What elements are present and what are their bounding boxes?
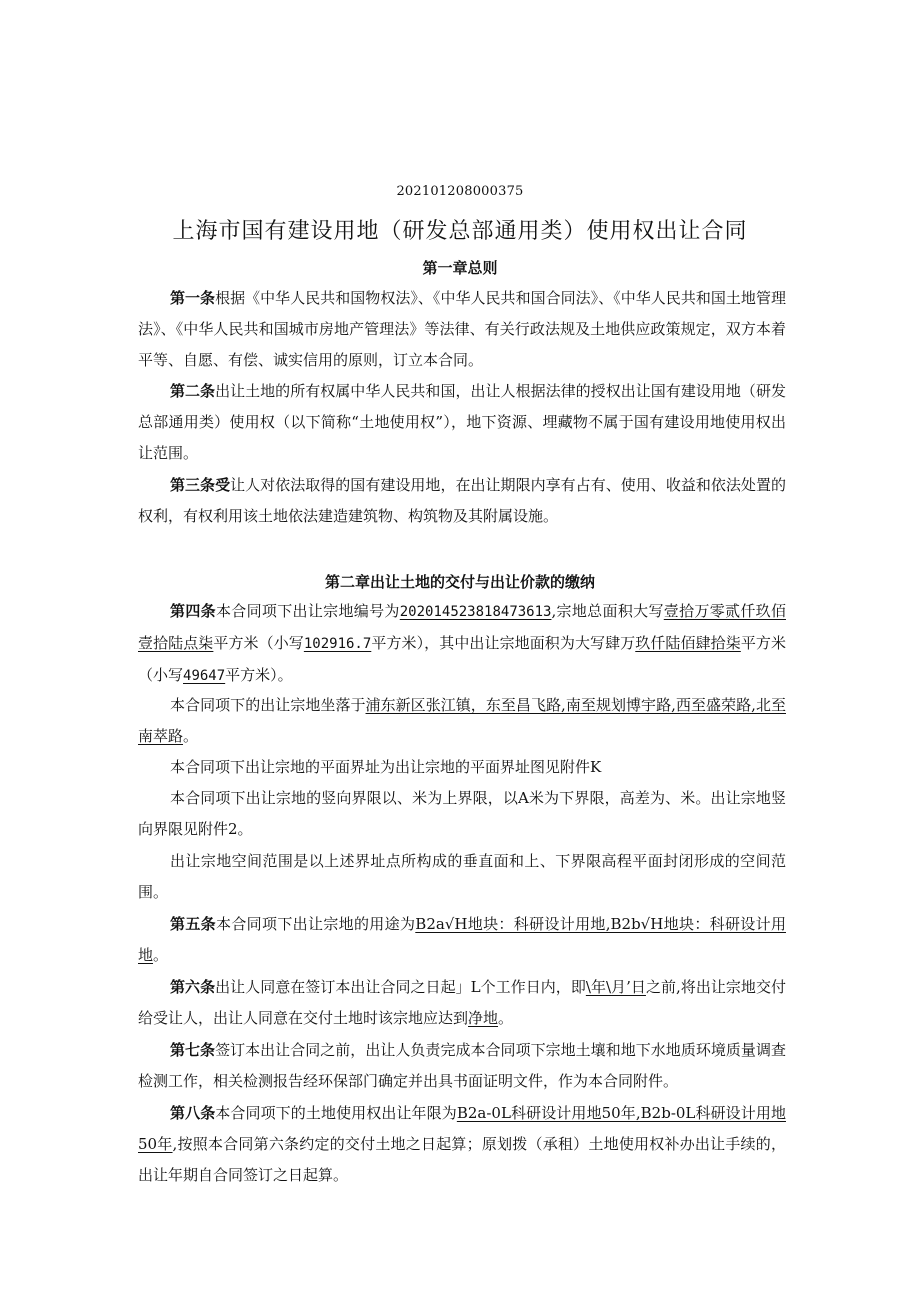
article-5-text-2: 。	[153, 946, 169, 964]
article-2-label: 第二条	[170, 382, 216, 400]
article-4-text-3: 平方米（小写	[213, 634, 304, 652]
article-6	[138, 972, 786, 1034]
article-6-text-2: 之前,将出让宗地交付给受让人，出让人同意在交付土地时该宗地应达到	[138, 978, 786, 1027]
article-4-text-5: 平方米（小写	[138, 634, 786, 684]
article-2-text: 出让土地的所有权属中华人民共和国，出让人根据法律的授权出让国有建设用地（研发总部通用类）使用权（以下简称“土地使用权”），地下资源、埋藏物不属于国有建设用地使用权出让范围。	[138, 382, 786, 462]
document-number: 202101208000375	[396, 184, 524, 199]
boundary-paragraph: 本合同项下出让宗地的平面界址为出让宗地的平面界址图见附件K	[170, 758, 602, 776]
article-4-text-2: ,宗地总面积大写	[551, 602, 664, 620]
space-range-paragraph: 出让宗地空间范围是以上述界址点所构成的垂直面和上、下界限高程平面封闭形成的空间范围。	[138, 852, 786, 901]
article-8-text-1: 本合同项下的土地使用权出让年限为	[215, 1104, 457, 1122]
article-2	[138, 376, 786, 469]
contract-title: 上海市国有建设用地（研发总部通用类）使用权出让合同	[172, 219, 748, 244]
chapter-1-heading: 第一章总则	[422, 259, 498, 277]
chapter-2-heading: 第二章出让土地的交付与出让价款的缴纳	[324, 573, 595, 591]
location-text-2: 。	[183, 727, 199, 745]
article-1-text: 根据《中华人民共和国物权法》、《中华人民共和国合同法》、《中华人民共和国土地管理法》、《中华人民共和国城市房地产管理法》等法律、有关行政法规及土地供应政策规定，双方本着平等、自愿、有偿、诚实信用的原则，订立本合同。	[138, 289, 786, 369]
parcel-location: 浦东新区张江镇，东至昌飞路,南至规划博宇路,西至盛荣路,北至南萃路	[138, 696, 786, 745]
location-text-1: 本合同项下的出让宗地坐落于	[170, 696, 366, 714]
article-4	[138, 596, 786, 692]
land-use: B2a√H地块：科研设计用地,B2b√H地块：科研设计用地	[138, 915, 786, 964]
grant-term: B2a-0L科研设计用地50年,B2b-0L科研设计用地50年	[138, 1104, 786, 1153]
parcel-number: 202014523818473613	[399, 604, 552, 620]
article-8-text-2: ,按照本合同第六条约定的交付土地之日起算；原划拨（承租）土地使用权补办出让手续的，出让年期自合同签订之日起算。	[138, 1135, 786, 1184]
delivery-date: \年\月’日	[585, 978, 646, 996]
article-5-label: 第五条	[170, 915, 216, 933]
article-7	[138, 1035, 786, 1097]
article-5-text-1: 本合同项下出让宗地的用途为	[216, 915, 416, 933]
article-8	[138, 1098, 786, 1191]
article-1	[138, 283, 786, 376]
sale-area-number: 49647	[183, 668, 226, 684]
article-4-text-4: 平方米），其中出让宗地面积为大写肆万	[371, 634, 636, 652]
total-area-chinese: 壹拾万零贰仟玖佰壹拾陆点柒	[138, 602, 786, 652]
article-6-text-3: 。	[498, 1009, 514, 1027]
article-6-label: 第六条	[170, 978, 216, 996]
article-8-label: 第八条	[170, 1104, 216, 1122]
total-area-number: 102916.7	[303, 636, 372, 652]
article-3-text: 让人对依法取得的国有建设用地，在出让期限内享有占有、使用、收益和依法处置的权利，有权利用该土地依法建造建筑物、构筑物及其附属设施。	[138, 476, 786, 525]
article-7-text: 签订本出让合同之前，出让人负责完成本合同项下宗地土壤和地下水地质环境质量调查检测工作，相关检测报告经环保部门确定并出具书面证明文件，作为本合同附件。	[138, 1041, 786, 1090]
article-3-label: 第三条受	[170, 476, 231, 494]
article-5	[138, 909, 786, 971]
sale-area-chinese: 玖仟陆佰肆拾柒	[635, 634, 741, 652]
article-1-label: 第一条	[170, 289, 216, 307]
article-4-text-1: 本合同项下出让宗地编号为	[215, 602, 400, 620]
location-paragraph	[138, 690, 786, 752]
land-condition: 净地	[468, 1009, 499, 1027]
article-4-label: 第四条	[170, 602, 216, 620]
article-4-text-6: 平方米）。	[225, 666, 293, 684]
article-6-text-1: 出让人同意在签订本出让合同之日起」L个工作日内，即	[215, 978, 586, 996]
article-7-label: 第七条	[170, 1041, 216, 1059]
vertical-boundary-paragraph: 本合同项下出让宗地的竖向界限以、米为上界限，以A米为下界限，高差为、米。出让宗地竖向界限见附件2。	[138, 789, 786, 838]
article-3	[138, 470, 786, 532]
